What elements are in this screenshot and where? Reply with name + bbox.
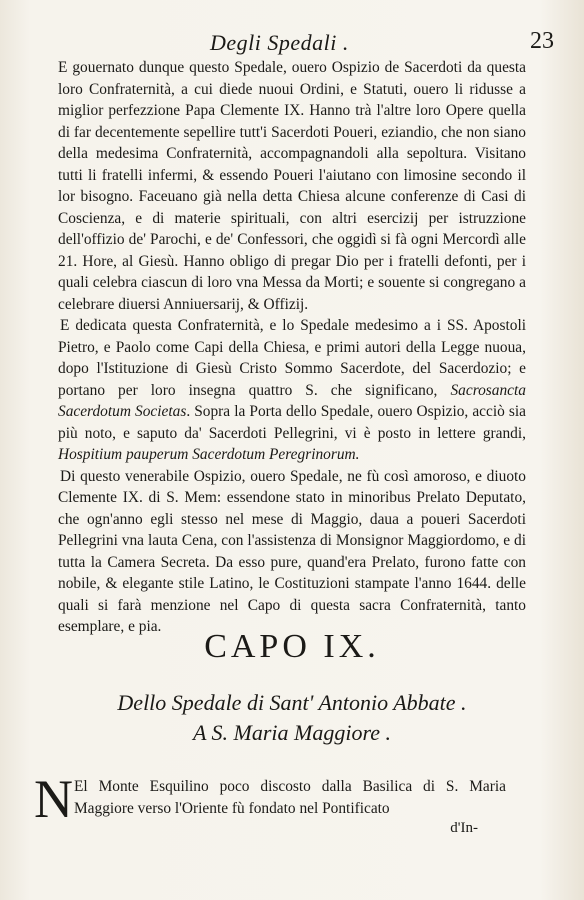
body-text bbox=[58, 57, 526, 638]
chapter-subtitle bbox=[0, 688, 584, 748]
catchword: d'In- bbox=[450, 820, 478, 836]
running-title: Degli Spedali . bbox=[210, 30, 349, 55]
running-head bbox=[60, 28, 554, 56]
paragraph-3-text: Di questo venerabile Ospizio, ouero Spedale, ne fù così amoroso, e diuoto Clemente IX. di S. Mem: essendone stato in minoribus Prelato Deputato, che ogn'anno egli stesso nel mese di Maggio, daua a poueri Sacerdoti Pellegrini vna lauta Cena, con l'assistenza di Monsignor Maggiordomo, e di tutta la Camera Secreta. Da esso pure, quand'era Prelato, furono fatte con nobile, & elegante stile Latino, le Costituzioni stampate l'anno 1644. delle quali si farà menzione nel Capo di questa sacra Confraternità, tanto esemplare, e pia. bbox=[58, 467, 526, 635]
opening-text: El Monte Esquilino poco discosto dalla Basilica di S. Maria Maggiore verso l'Oriente fù fondato nel Pontificato bbox=[74, 778, 506, 817]
paragraph-2 bbox=[58, 315, 526, 466]
show-through-margin bbox=[564, 360, 584, 420]
paragraph-2-text-a: E dedicata questa Confraternità, e lo Spedale medesimo a i SS. Apostoli Pietro, e Paolo come Capi della Chiesa, e primi autori della Legge nuoua, dopo l'Istituzione di Giesù Cristo Sommo Sacerdote, del Sacerdozio; e portano per loro insegna quattro S. che significano, bbox=[58, 317, 526, 399]
door-inscription: Hospitium pauperum Sacerdotum Peregrinorum. bbox=[58, 446, 360, 463]
paragraph-1 bbox=[58, 57, 526, 315]
paragraph-2-text-b: . Sopra la Porta dello Spedale, ouero Ospizio, acciò sia più noto, e saputo da' Sacerdoti Pellegrini, vi è posto in lettere grandi, bbox=[58, 403, 526, 442]
drop-cap: N bbox=[34, 769, 73, 829]
chapter-subtitle-line-2: A S. Maria Maggiore . bbox=[193, 720, 391, 745]
chapter-heading: CAPO IX. bbox=[204, 628, 380, 665]
paragraph-3 bbox=[58, 466, 526, 638]
paragraph-1-text: E gouernato dunque questo Spedale, ouero Ospizio de Sacerdoti da questa loro Confraternità, a cui diede nuoui Ordini, e Statuti, ouero li ridusse a miglior perfezzione Papa Clemente IX. Hanno trà l'altre loro Opere quella di far decentemente sepellire tutt'i Sacerdoti Poueri, eziandio, che non siano della medesima Confraternità, accompagnandoli alla sepoltura. Visitano tutti li fratelli infermi, & essendo Poueri l'aiutano con limosine secondo il lor bisogno. Faceuano già nella detta Chiesa alcune conferenze di Casi di Coscienza, e di materie spirituali, con altri esercizij per istruzzione dell'offizio de' Parochi, e de' Confessori, che oggidì si fà ogni Mercordì alle 21. Hore, al Giesù. Hanno obligo di pregar Dio per i fratelli defonti, per i quali celebra ciascun di loro vna Messa da Morti; e souente si congregano a celebrare diuersi Anniuersarij, & Offizij. bbox=[58, 59, 526, 313]
latin-motto: Sacrosancta Sacerdotum Societas bbox=[58, 381, 526, 420]
chapter-subtitle-line-1: Dello Spedale di Sant' Antonio Abbate . bbox=[117, 690, 467, 715]
page-number: 23 bbox=[530, 28, 554, 54]
